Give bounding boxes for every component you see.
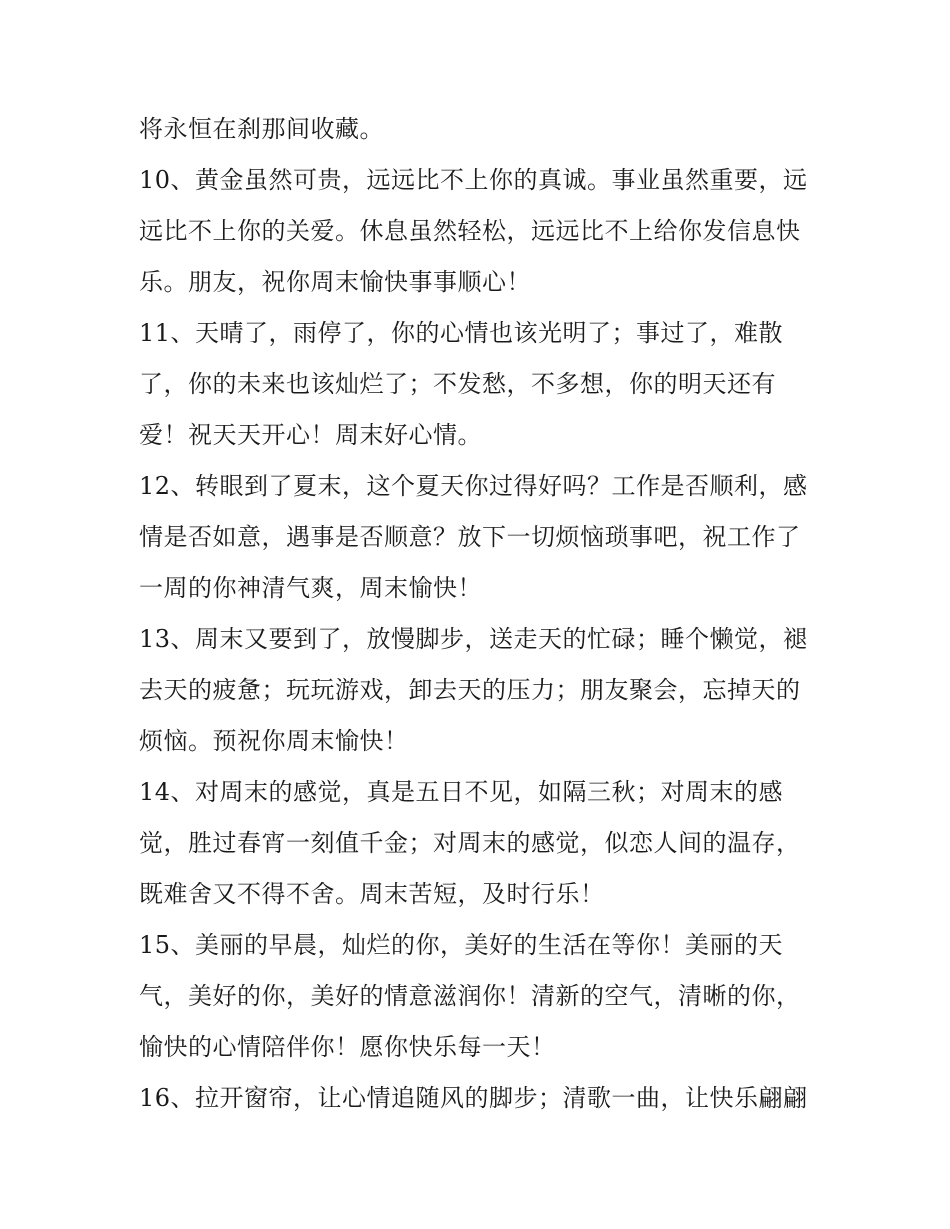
text-line: 觉，胜过春宵一刻值千金；对周末的感觉，似恋人间的温存，	[139, 829, 801, 857]
text-line: 11、天晴了，雨停了，你的心情也该光明了；事过了，难散	[139, 319, 784, 347]
text-line: 12、转眼到了夏末，这个夏天你过得好吗？工作是否顺利，感	[139, 472, 808, 500]
text-line: 既难舍又不得不舍。周末苦短，及时行乐！	[139, 880, 605, 908]
text-line: 一周的你神清气爽，周末愉快！	[139, 574, 482, 602]
text-line: 气，美好的你，美好的情意滋润你！清新的空气，清晰的你，	[139, 982, 801, 1010]
text-line: 远比不上你的关爱。休息虽然轻松，远远比不上给你发信息快	[139, 217, 801, 245]
text-line: 情是否如意，遇事是否顺意？放下一切烦恼琐事吧，祝工作了	[139, 523, 801, 551]
text-line: 去天的疲惫；玩玩游戏，卸去天的压力；朋友聚会，忘掉天的	[139, 676, 801, 704]
text-line: 15、美丽的早晨，灿烂的你，美好的生活在等你！美丽的天	[139, 931, 784, 959]
text-line: 13、周末又要到了，放慢脚步，送走天的忙碌；睡个懒觉，褪	[139, 625, 808, 653]
text-line: 10、黄金虽然可贵，远远比不上你的真诚。事业虽然重要，远	[139, 166, 808, 194]
text-line: 将永恒在刹那间收藏。	[139, 115, 384, 143]
document-body	[139, 104, 819, 1124]
text-line: 烦恼。预祝你周末愉快！	[139, 727, 409, 755]
text-line: 爱！祝天天开心！周末好心情。	[139, 421, 482, 449]
text-line: 了，你的未来也该灿烂了；不发愁，不多想，你的明天还有	[139, 370, 776, 398]
text-line: 愉快的心情陪伴你！愿你快乐每一天！	[139, 1033, 556, 1061]
text-line: 乐。朋友，祝你周末愉快事事顺心！	[139, 268, 531, 296]
text-line: 16、拉开窗帘，让心情追随风的脚步；清歌一曲，让快乐翩翩	[139, 1084, 808, 1112]
text-line: 14、对周末的感觉，真是五日不见，如隔三秋；对周末的感	[139, 778, 784, 806]
